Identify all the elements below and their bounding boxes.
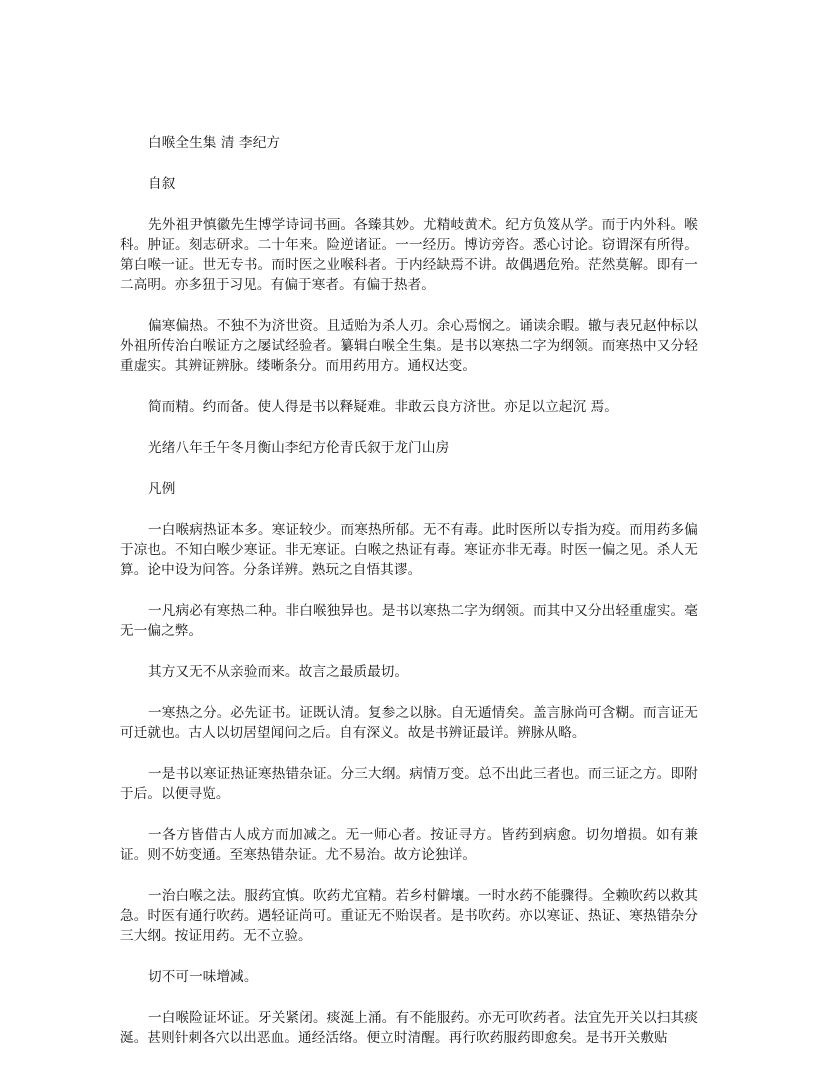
preface-paragraph-1: 先外祖尹慎徽先生博学诗词书画。各臻其妙。尤精岐黄术。纪方负笈从学。而于内外科。喉科。肿证。刻志研求。二十年来。险逆诸证。一一经历。博访旁咨。悉心讨论。窃谓深有所得。第白喉一证。世无专书。而时医之业喉科者。于内经缺焉不讲。故偶遇危殆。茫然莫解。即有一二高明。亦多狃于习见。有偏于寒者。有偏于热者。 — [120, 217, 698, 293]
preface-paragraph-2: 偏寒偏热。不独不为济世资。且适贻为杀人刃。余心焉悯之。诵读余暇。辙与表兄赵仲标以外祖所传治白喉证方之屡试经验者。纂辑白喉全生集。是书以寒热二字为纲领。而寒热中又分轻重虚实。其辨证辨脉。缕晰条分。而用药用方。通权达变。 — [120, 318, 698, 374]
conventions-item-2: 一凡病必有寒热二种。非白喉独异也。是书以寒热二字为纲领。而其中又分出轻重虚实。毫无一偏之弊。 — [120, 603, 698, 639]
conventions-item-7: 一白喉险证坏证。牙关紧闭。痰涎上涌。有不能服药。亦无可吹药者。法宜先开关以扫其痰涎。甚则针刺各穴以出恶血。通经活络。便立时清醒。再行吹药服药即愈矣。是书开关敷贴 — [120, 1010, 698, 1046]
section-heading-conventions: 凡例 — [148, 481, 176, 497]
conventions-item-6: 一治白喉之法。服药宜慎。吹药尤宜精。若乡村僻壤。一时水药不能骤得。全赖吹药以救其急。时医有通行吹药。遇轻证尚可。重证无不贻误者。是书吹药。亦以寒证、热证、寒热错杂分三大纲。按证用药。无不立验。 — [120, 888, 698, 944]
conventions-item-4: 一是书以寒证热证寒热错杂证。分三大纲。病情万变。总不出此三者也。而三证之方。即附于后。以便寻览。 — [120, 766, 698, 802]
conventions-item-2-continued: 其方又无不从亲验而来。故言之最质最切。 — [148, 664, 409, 680]
conventions-item-1: 一白喉病热证本多。寒证较少。而寒热所郁。无不有毒。此时医所以专指为疫。而用药多偏于凉也。不知白喉少寒证。非无寒证。白喉之热证有毒。寒证亦非无毒。时医一偏之见。杀人无算。论中设为问答。分条详辨。熟玩之自悟其谬。 — [120, 522, 698, 578]
document-body — [120, 133, 698, 1069]
conventions-item-3: 一寒热之分。必先证书。证既认清。复参之以脉。自无遁情矣。盖言脉尚可含糊。而言证无可迁就也。古人以切居望闻问之后。自有深义。故是书辨证最详。辨脉从略。 — [120, 705, 698, 741]
section-heading-preface: 自叙 — [148, 176, 176, 192]
conventions-item-5: 一各方皆借古人成方而加减之。无一师心者。按证寻方。皆药到病愈。切勿增损。如有兼证。则不妨变通。至寒热错杂证。尤不易治。故方论独详。 — [120, 827, 698, 863]
preface-signature: 光绪八年壬午冬月衡山李纪方伦青氏叙于龙门山房 — [148, 440, 450, 456]
conventions-item-6-continued: 切不可一味增减。 — [148, 969, 258, 985]
book-title-line: 白喉全生集 清 李纪方 — [148, 135, 281, 151]
preface-paragraph-3: 简而精。约而备。使人得是书以释疑难。非敢云良方济世。亦足以立起沉 焉。 — [148, 399, 619, 415]
